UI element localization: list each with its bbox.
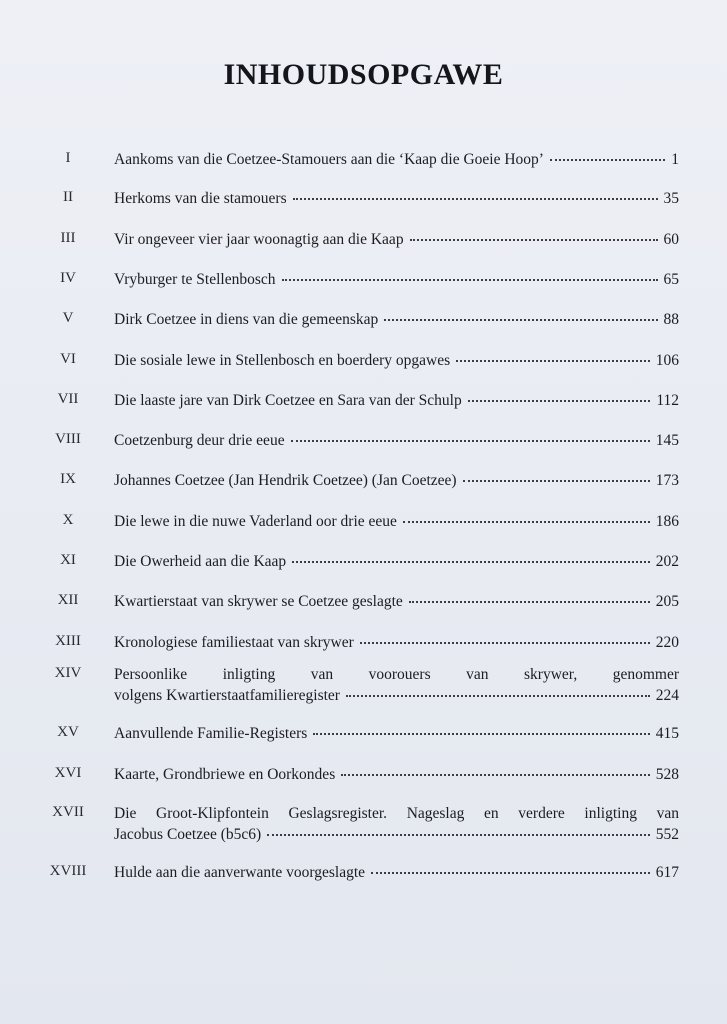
page-number: 1 bbox=[671, 151, 679, 168]
dot-leader bbox=[292, 560, 650, 563]
chapter-number: I bbox=[65, 150, 71, 166]
chapter-title: Dirk Coetzee in diens van die gemeenskap bbox=[114, 311, 379, 328]
dot-leader bbox=[313, 732, 649, 735]
page-number: 186 bbox=[655, 513, 679, 530]
chapter-number: IV bbox=[60, 270, 76, 286]
chapter-title: Kaarte, Grondbriewe en Oorkondes bbox=[114, 766, 336, 783]
page-number: 35 bbox=[663, 190, 679, 207]
page-number: 145 bbox=[655, 432, 679, 449]
page-title: INHOUDSOPGAWE bbox=[223, 58, 504, 91]
chapter-title: volgens Kwartierstaatfamilieregister bbox=[114, 687, 340, 704]
dot-leader bbox=[384, 318, 657, 321]
dot-leader bbox=[293, 197, 658, 200]
chapter-title: Herkoms van die stamouers bbox=[114, 190, 287, 207]
dot-leader bbox=[456, 359, 650, 362]
chapter-title-line1: Die Groot-Klipfontein Geslagsregister. Nageslag en verdere inligting van bbox=[114, 805, 679, 822]
dot-leader bbox=[346, 694, 650, 697]
chapter-title: Vir ongeveer vier jaar woonagtig aan die Kaap bbox=[114, 231, 404, 248]
page-number: 112 bbox=[656, 392, 679, 409]
dot-leader bbox=[550, 158, 665, 161]
chapter-title: Kwartierstaat van skrywer se Coetzee geslagte bbox=[114, 593, 403, 610]
chapter-number: XV bbox=[57, 724, 79, 740]
chapter-number: XII bbox=[57, 592, 79, 608]
chapter-number: XI bbox=[60, 552, 76, 568]
dot-leader bbox=[291, 439, 650, 442]
chapter-number: II bbox=[63, 189, 73, 205]
page-number: 224 bbox=[655, 687, 679, 704]
page-number: 65 bbox=[663, 271, 679, 288]
page-number: 415 bbox=[655, 725, 679, 742]
dot-leader bbox=[468, 399, 651, 402]
chapter-number: IX bbox=[60, 471, 76, 487]
chapter-title: Jacobus Coetzee (b5c6) bbox=[114, 826, 262, 843]
chapter-title: Coetzenburg deur drie eeue bbox=[114, 432, 285, 449]
chapter-number: VIII bbox=[55, 431, 81, 447]
chapter-title: Aanvullende Familie-Registers bbox=[114, 725, 308, 742]
chapter-title: Johannes Coetzee (Jan Hendrik Coetzee) (Jan Coetzee) bbox=[114, 472, 457, 489]
dot-leader bbox=[282, 278, 658, 281]
page-number: 202 bbox=[655, 553, 679, 570]
chapter-title: Vryburger te Stellenbosch bbox=[114, 271, 276, 288]
chapter-title: Die Owerheid aan die Kaap bbox=[114, 553, 287, 570]
chapter-title: Kronologiese familiestaat van skrywer bbox=[114, 634, 354, 651]
chapter-title: Aankoms van die Coetzee-Stamouers aan die ‘Kaap die Goeie Hoop’ bbox=[114, 151, 544, 168]
chapter-number: X bbox=[62, 512, 74, 528]
dot-leader bbox=[410, 238, 658, 241]
page-number: 220 bbox=[655, 634, 679, 651]
chapter-number: VI bbox=[60, 351, 76, 367]
chapter-number: VII bbox=[57, 391, 79, 407]
chapter-number: XIII bbox=[55, 633, 81, 649]
page-number: 106 bbox=[655, 352, 679, 369]
chapter-title: Hulde aan die aanverwante voorgeslagte bbox=[114, 864, 366, 881]
dot-leader bbox=[267, 833, 650, 836]
chapter-number: XVII bbox=[52, 804, 84, 820]
page-number: 173 bbox=[655, 472, 679, 489]
dot-leader bbox=[409, 600, 650, 603]
chapter-number: XVI bbox=[54, 765, 82, 781]
chapter-number: XIV bbox=[54, 665, 82, 681]
page-number: 552 bbox=[655, 826, 679, 843]
chapter-title: Die laaste jare van Dirk Coetzee en Sara van der Schulp bbox=[114, 392, 462, 409]
chapter-number: V bbox=[62, 310, 74, 326]
page-number: 617 bbox=[655, 864, 679, 881]
dot-leader bbox=[371, 871, 650, 874]
page-number: 60 bbox=[663, 231, 679, 248]
chapter-title: Die sosiale lewe in Stellenbosch en boerdery opgawes bbox=[114, 352, 451, 369]
page-number: 88 bbox=[663, 311, 679, 328]
page-number: 205 bbox=[655, 593, 679, 610]
page-number: 528 bbox=[655, 766, 679, 783]
chapter-number: III bbox=[60, 230, 76, 246]
dot-leader bbox=[341, 773, 650, 776]
chapter-title-line1: Persoonlike inligting van voorouers van skrywer, genommer bbox=[114, 666, 679, 683]
dot-leader bbox=[360, 641, 650, 644]
chapter-title: Die lewe in die nuwe Vaderland oor drie eeue bbox=[114, 513, 397, 530]
dot-leader bbox=[463, 479, 650, 482]
dot-leader bbox=[403, 520, 650, 523]
chapter-number: XVIII bbox=[49, 863, 87, 879]
